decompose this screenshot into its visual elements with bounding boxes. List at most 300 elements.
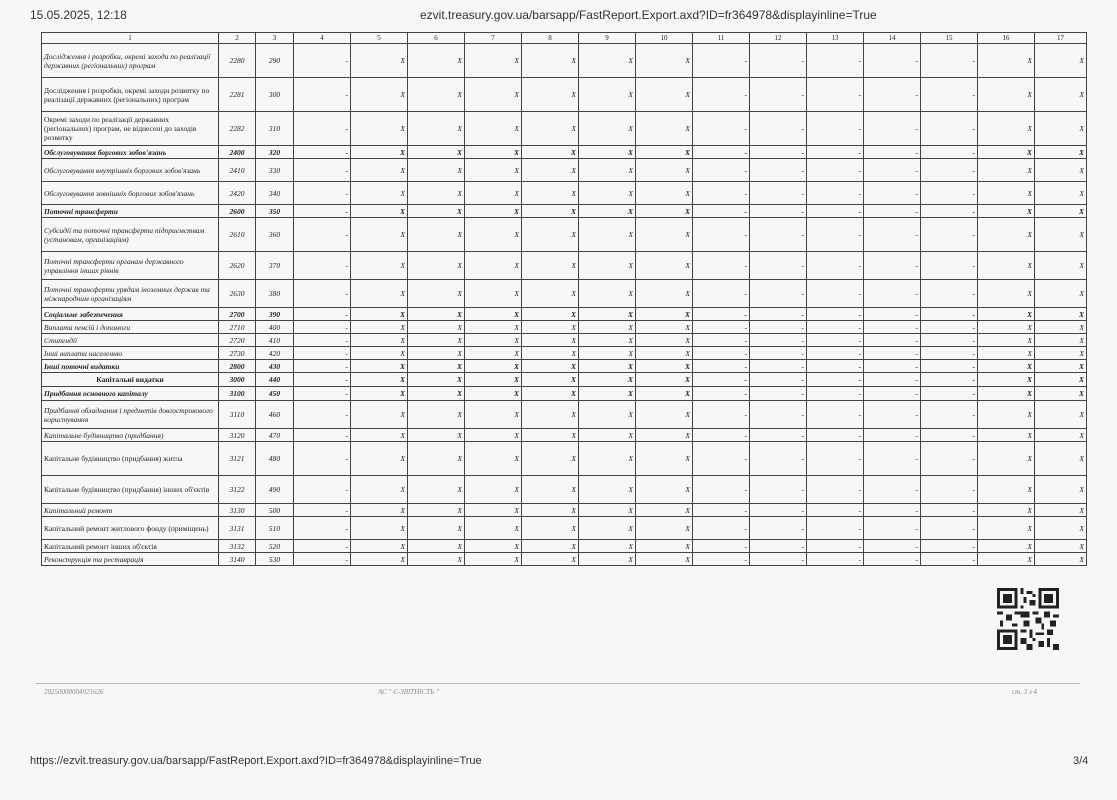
row-value-cell: - [750, 553, 807, 566]
row-value-cell: X [522, 540, 579, 553]
row-value-cell: - [693, 159, 750, 182]
column-number-header: 14 [864, 33, 921, 44]
row-value-cell: X [636, 476, 693, 504]
row-value-cell: X [579, 159, 636, 182]
row-indicator-name: Обслуговування внутрішніх боргових зобов'язань [42, 159, 219, 182]
row-value-cell: - [864, 429, 921, 442]
row-value-cell: - [921, 182, 978, 205]
row-value-cell: - [807, 146, 864, 159]
row-value-cell: - [750, 387, 807, 401]
row-value-cell: X [522, 280, 579, 308]
row-indicator-name: Стипендії [42, 334, 219, 347]
table-row [42, 218, 1087, 252]
row-value-cell: - [750, 517, 807, 540]
row-line-code: 450 [256, 387, 294, 401]
row-value-cell: X [636, 205, 693, 218]
row-line-code: 500 [256, 504, 294, 517]
row-value-cell: - [294, 146, 351, 159]
row-value-cell: - [693, 252, 750, 280]
row-value-cell: - [294, 429, 351, 442]
row-line-code: 460 [256, 401, 294, 429]
row-value-cell: X [522, 517, 579, 540]
table-row [42, 321, 1087, 334]
row-value-cell: - [294, 280, 351, 308]
row-value-cell: X [579, 218, 636, 252]
row-indicator-name: Капітальний ремонт [42, 504, 219, 517]
row-kekv-code: 2800 [219, 360, 256, 373]
row-line-code: 480 [256, 442, 294, 476]
row-value-cell: - [693, 373, 750, 387]
row-value-cell: - [294, 347, 351, 360]
column-number-header: 7 [465, 33, 522, 44]
row-value-cell: X [1035, 476, 1087, 504]
table-row [42, 280, 1087, 308]
row-value-cell: - [750, 182, 807, 205]
row-value-cell: X [978, 252, 1035, 280]
row-value-cell: X [1035, 280, 1087, 308]
row-kekv-code: 2280 [219, 44, 256, 78]
row-value-cell: - [864, 347, 921, 360]
row-value-cell: X [1035, 321, 1087, 334]
row-value-cell: X [465, 347, 522, 360]
row-value-cell: - [750, 280, 807, 308]
row-value-cell: - [693, 476, 750, 504]
row-value-cell: X [1035, 540, 1087, 553]
footer-divider [36, 683, 1080, 684]
system-name: АС " Є-ЗВІТНІСТЬ " [378, 688, 439, 696]
row-kekv-code: 2710 [219, 321, 256, 334]
row-value-cell: X [636, 517, 693, 540]
row-value-cell: X [408, 159, 465, 182]
row-value-cell: - [921, 504, 978, 517]
row-value-cell: X [978, 146, 1035, 159]
row-value-cell: X [978, 182, 1035, 205]
row-value-cell: X [636, 347, 693, 360]
row-value-cell: - [921, 442, 978, 476]
row-value-cell: X [465, 360, 522, 373]
row-value-cell: - [693, 553, 750, 566]
row-value-cell: - [750, 78, 807, 112]
row-value-cell: - [864, 280, 921, 308]
table-row [42, 373, 1087, 387]
row-value-cell: - [693, 308, 750, 321]
row-value-cell: - [807, 205, 864, 218]
row-value-cell: X [522, 476, 579, 504]
row-indicator-name: Інші поточні видатки [42, 360, 219, 373]
row-value-cell: X [465, 373, 522, 387]
row-value-cell: X [408, 347, 465, 360]
row-value-cell: X [1035, 146, 1087, 159]
column-number-header: 10 [636, 33, 693, 44]
row-line-code: 350 [256, 205, 294, 218]
row-indicator-name: Капітальний ремонт інших об'єктів [42, 540, 219, 553]
row-value-cell: X [522, 205, 579, 218]
row-value-cell: - [921, 360, 978, 373]
row-value-cell: - [864, 218, 921, 252]
row-value-cell: X [978, 334, 1035, 347]
row-value-cell: X [1035, 252, 1087, 280]
row-value-cell: X [408, 553, 465, 566]
row-value-cell: X [1035, 334, 1087, 347]
column-number-header: 11 [693, 33, 750, 44]
row-value-cell: - [864, 540, 921, 553]
row-value-cell: X [1035, 205, 1087, 218]
row-value-cell: - [921, 429, 978, 442]
row-value-cell: X [978, 504, 1035, 517]
row-value-cell: X [522, 252, 579, 280]
row-value-cell: - [294, 182, 351, 205]
row-value-cell: X [351, 442, 408, 476]
row-value-cell: X [579, 112, 636, 146]
row-value-cell: X [579, 401, 636, 429]
column-number-header: 6 [408, 33, 465, 44]
row-value-cell: X [522, 182, 579, 205]
row-value-cell: - [693, 504, 750, 517]
row-indicator-name: Виплата пенсій і допомоги [42, 321, 219, 334]
row-value-cell: X [978, 321, 1035, 334]
row-value-cell: - [294, 476, 351, 504]
row-value-cell: - [750, 442, 807, 476]
row-kekv-code: 3121 [219, 442, 256, 476]
row-value-cell: X [579, 387, 636, 401]
row-value-cell: X [1035, 182, 1087, 205]
column-number-header: 2 [219, 33, 256, 44]
row-value-cell: X [978, 280, 1035, 308]
print-header-url: ezvit.treasury.gov.ua/barsapp/FastReport.Export.axd?ID=fr364978&displayinline=True [420, 8, 877, 22]
row-indicator-name: Дослідження і розробки, окремі заходи по реалізації державних (регіональних) програм [42, 44, 219, 78]
row-kekv-code: 2630 [219, 280, 256, 308]
row-line-code: 310 [256, 112, 294, 146]
table-row [42, 387, 1087, 401]
row-value-cell: - [921, 553, 978, 566]
row-value-cell: X [351, 159, 408, 182]
column-number-header: 1 [42, 33, 219, 44]
row-value-cell: - [807, 252, 864, 280]
row-value-cell: X [636, 334, 693, 347]
report-table-wrapper [41, 32, 1087, 566]
row-value-cell: - [693, 429, 750, 442]
row-value-cell: - [750, 373, 807, 387]
row-value-cell: - [864, 252, 921, 280]
row-line-code: 410 [256, 334, 294, 347]
row-value-cell: - [864, 44, 921, 78]
row-value-cell: - [864, 78, 921, 112]
table-row [42, 429, 1087, 442]
row-value-cell: - [807, 218, 864, 252]
row-value-cell: X [351, 252, 408, 280]
row-value-cell: - [921, 517, 978, 540]
row-value-cell: X [636, 78, 693, 112]
row-value-cell: X [1035, 504, 1087, 517]
row-value-cell: X [579, 252, 636, 280]
row-value-cell: X [465, 146, 522, 159]
row-value-cell: X [579, 182, 636, 205]
row-kekv-code: 2730 [219, 347, 256, 360]
table-row [42, 334, 1087, 347]
row-value-cell: - [921, 540, 978, 553]
row-value-cell: X [522, 504, 579, 517]
row-value-cell: X [579, 476, 636, 504]
row-value-cell: X [1035, 360, 1087, 373]
table-row [42, 540, 1087, 553]
row-value-cell: X [465, 78, 522, 112]
row-value-cell: X [636, 252, 693, 280]
row-value-cell: X [408, 442, 465, 476]
row-value-cell: X [522, 373, 579, 387]
row-value-cell: X [465, 308, 522, 321]
row-indicator-name: Капітальні видатки [42, 373, 219, 387]
row-value-cell: - [807, 442, 864, 476]
row-kekv-code: 3131 [219, 517, 256, 540]
row-value-cell: X [351, 321, 408, 334]
column-number-header: 5 [351, 33, 408, 44]
row-value-cell: X [408, 504, 465, 517]
row-value-cell: X [408, 321, 465, 334]
row-value-cell: X [465, 182, 522, 205]
row-value-cell: X [465, 159, 522, 182]
row-value-cell: - [864, 112, 921, 146]
row-value-cell: X [579, 517, 636, 540]
row-value-cell: X [465, 540, 522, 553]
column-number-header: 16 [978, 33, 1035, 44]
row-value-cell: X [351, 308, 408, 321]
column-number-header: 12 [750, 33, 807, 44]
row-value-cell: X [408, 401, 465, 429]
row-value-cell: X [408, 146, 465, 159]
qr-code-icon [997, 588, 1059, 650]
print-datetime: 15.05.2025, 12:18 [30, 8, 127, 22]
row-indicator-name: Поточні трансферти [42, 205, 219, 218]
row-value-cell: X [351, 360, 408, 373]
row-value-cell: X [522, 321, 579, 334]
row-value-cell: X [408, 540, 465, 553]
row-kekv-code: 2410 [219, 159, 256, 182]
row-value-cell: X [1035, 347, 1087, 360]
row-value-cell: X [465, 44, 522, 78]
print-page-counter: 3/4 [1073, 755, 1089, 767]
row-value-cell: X [579, 504, 636, 517]
row-value-cell: - [864, 387, 921, 401]
row-value-cell: - [807, 280, 864, 308]
row-value-cell: X [408, 280, 465, 308]
row-kekv-code: 2600 [219, 205, 256, 218]
row-value-cell: - [864, 553, 921, 566]
row-value-cell: X [579, 373, 636, 387]
row-value-cell: - [294, 504, 351, 517]
row-value-cell: X [978, 373, 1035, 387]
row-line-code: 340 [256, 182, 294, 205]
row-value-cell: - [921, 146, 978, 159]
row-value-cell: X [579, 308, 636, 321]
row-value-cell: X [408, 112, 465, 146]
table-row [42, 44, 1087, 78]
row-value-cell: X [408, 334, 465, 347]
row-value-cell: - [693, 401, 750, 429]
row-value-cell: X [408, 517, 465, 540]
row-value-cell: - [807, 504, 864, 517]
row-value-cell: - [921, 308, 978, 321]
row-value-cell: - [807, 517, 864, 540]
row-indicator-name: Капітальне будівництво (придбання) [42, 429, 219, 442]
row-kekv-code: 3100 [219, 387, 256, 401]
row-value-cell: X [579, 334, 636, 347]
row-value-cell: X [636, 44, 693, 78]
row-kekv-code: 3140 [219, 553, 256, 566]
row-value-cell: X [408, 78, 465, 112]
row-line-code: 370 [256, 252, 294, 280]
row-line-code: 360 [256, 218, 294, 252]
row-value-cell: - [693, 347, 750, 360]
row-indicator-name: Поточні трансферти урядам іноземних держав та міжнародним організаціям [42, 280, 219, 308]
row-value-cell: X [636, 146, 693, 159]
row-value-cell: X [351, 401, 408, 429]
row-value-cell: X [978, 401, 1035, 429]
row-value-cell: X [636, 280, 693, 308]
row-value-cell: X [978, 78, 1035, 112]
row-value-cell: - [294, 387, 351, 401]
row-value-cell: X [636, 553, 693, 566]
row-value-cell: X [522, 401, 579, 429]
table-row [42, 476, 1087, 504]
column-number-header: 4 [294, 33, 351, 44]
row-value-cell: - [294, 540, 351, 553]
row-value-cell: X [636, 387, 693, 401]
row-value-cell: - [294, 44, 351, 78]
row-value-cell: X [978, 44, 1035, 78]
row-value-cell: X [351, 540, 408, 553]
row-value-cell: X [636, 442, 693, 476]
row-value-cell: X [978, 517, 1035, 540]
table-row [42, 252, 1087, 280]
row-value-cell: - [693, 78, 750, 112]
row-indicator-name: Придбання обладнання і предметів довгострокового користування [42, 401, 219, 429]
row-kekv-code: 3122 [219, 476, 256, 504]
row-value-cell: - [750, 334, 807, 347]
row-value-cell: - [864, 360, 921, 373]
row-value-cell: X [351, 517, 408, 540]
row-value-cell: X [636, 112, 693, 146]
table-row [42, 553, 1087, 566]
row-value-cell: X [351, 218, 408, 252]
row-value-cell: - [750, 205, 807, 218]
row-value-cell: X [978, 360, 1035, 373]
row-value-cell: X [408, 476, 465, 504]
row-value-cell: X [408, 373, 465, 387]
row-value-cell: X [978, 347, 1035, 360]
row-value-cell: - [807, 373, 864, 387]
row-value-cell: X [351, 504, 408, 517]
row-value-cell: X [636, 308, 693, 321]
row-value-cell: X [1035, 401, 1087, 429]
row-value-cell: - [750, 308, 807, 321]
row-value-cell: X [522, 308, 579, 321]
row-value-cell: - [294, 159, 351, 182]
row-value-cell: - [864, 159, 921, 182]
row-value-cell: X [408, 252, 465, 280]
row-kekv-code: 3110 [219, 401, 256, 429]
row-value-cell: - [750, 146, 807, 159]
row-indicator-name: Дослідження і розробки, окремі заходи розвитку по реалізації державних (регіональних) програм [42, 78, 219, 112]
row-value-cell: X [978, 476, 1035, 504]
row-indicator-name: Обслуговування боргових зобов'язань [42, 146, 219, 159]
row-value-cell: - [921, 347, 978, 360]
row-line-code: 300 [256, 78, 294, 112]
row-kekv-code: 2720 [219, 334, 256, 347]
row-value-cell: X [465, 321, 522, 334]
column-number-row [42, 33, 1087, 44]
row-value-cell: - [693, 387, 750, 401]
row-value-cell: X [522, 360, 579, 373]
table-row [42, 401, 1087, 429]
row-kekv-code: 3130 [219, 504, 256, 517]
row-value-cell: - [693, 360, 750, 373]
row-value-cell: - [864, 401, 921, 429]
row-value-cell: X [579, 540, 636, 553]
row-kekv-code: 2700 [219, 308, 256, 321]
row-indicator-name: Інші виплати населенню [42, 347, 219, 360]
row-value-cell: X [408, 360, 465, 373]
row-value-cell: X [978, 387, 1035, 401]
row-value-cell: X [1035, 159, 1087, 182]
row-line-code: 440 [256, 373, 294, 387]
row-kekv-code: 2400 [219, 146, 256, 159]
row-value-cell: - [750, 504, 807, 517]
row-value-cell: X [351, 476, 408, 504]
row-value-cell: X [465, 401, 522, 429]
row-value-cell: X [579, 360, 636, 373]
row-value-cell: X [408, 387, 465, 401]
row-value-cell: X [351, 387, 408, 401]
row-line-code: 430 [256, 360, 294, 373]
row-line-code: 330 [256, 159, 294, 182]
row-value-cell: - [693, 334, 750, 347]
row-line-code: 380 [256, 280, 294, 308]
row-kekv-code: 2620 [219, 252, 256, 280]
row-value-cell: X [465, 218, 522, 252]
row-value-cell: - [294, 321, 351, 334]
row-value-cell: X [579, 553, 636, 566]
row-value-cell: - [294, 517, 351, 540]
row-value-cell: X [579, 44, 636, 78]
row-value-cell: - [807, 44, 864, 78]
row-value-cell: - [864, 476, 921, 504]
row-value-cell: - [807, 401, 864, 429]
row-value-cell: X [465, 442, 522, 476]
row-value-cell: X [522, 334, 579, 347]
row-value-cell: - [807, 347, 864, 360]
row-value-cell: X [522, 112, 579, 146]
table-row [42, 360, 1087, 373]
row-value-cell: X [579, 347, 636, 360]
row-indicator-name: Капітальне будівництво (придбання) інших об'єктів [42, 476, 219, 504]
row-value-cell: X [978, 553, 1035, 566]
row-value-cell: - [750, 360, 807, 373]
row-value-cell: X [351, 280, 408, 308]
row-value-cell: - [921, 44, 978, 78]
row-value-cell: - [864, 146, 921, 159]
row-value-cell: X [1035, 442, 1087, 476]
row-value-cell: X [1035, 44, 1087, 78]
row-value-cell: X [351, 553, 408, 566]
row-value-cell: - [921, 373, 978, 387]
row-value-cell: - [294, 308, 351, 321]
row-indicator-name: Капітальне будівництво (придбання) житла [42, 442, 219, 476]
row-value-cell: - [807, 429, 864, 442]
row-value-cell: - [294, 373, 351, 387]
table-row [42, 78, 1087, 112]
row-value-cell: X [636, 401, 693, 429]
row-value-cell: X [636, 159, 693, 182]
